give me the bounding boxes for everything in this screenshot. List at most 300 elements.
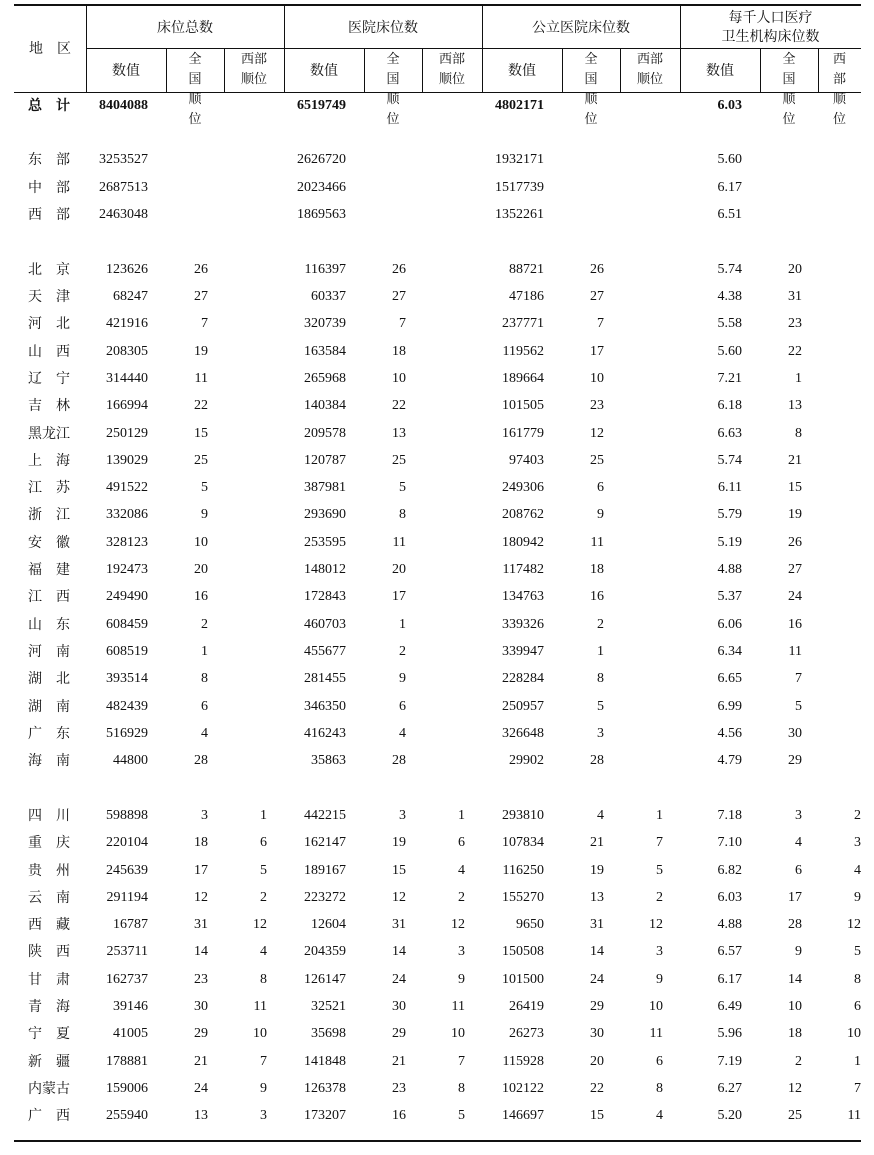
- value-cell: 189664: [502, 370, 544, 386]
- national-rank-cell: 16: [392, 1108, 406, 1124]
- region-label: 青 海: [28, 999, 70, 1015]
- value-cell: 102122: [502, 1080, 544, 1096]
- value-cell: 44800: [113, 753, 148, 769]
- value-cell: 8404088: [99, 98, 148, 113]
- value-cell: 6.11: [718, 480, 742, 496]
- value-cell: 1932171: [495, 152, 544, 168]
- national-rank-cell: 16: [590, 589, 604, 605]
- value-cell: 6.03: [717, 889, 742, 905]
- national-rank-cell: 17: [392, 589, 406, 605]
- value-cell: 5.37: [717, 589, 742, 605]
- value-cell: 5.74: [717, 261, 742, 277]
- value-cell: 134763: [502, 589, 544, 605]
- national-rank-cell: 6: [795, 862, 802, 878]
- national-rank-cell: 5: [399, 480, 406, 496]
- subheader-value: 数值: [310, 63, 338, 79]
- national-rank-cell: 25: [788, 1108, 802, 1124]
- value-cell: 482439: [106, 698, 148, 714]
- subheader-western-rank: 西部顺位: [636, 52, 663, 87]
- value-cell: 204359: [304, 944, 346, 960]
- value-cell: 139029: [106, 452, 148, 468]
- national-rank-cell: 28: [194, 753, 208, 769]
- western-rank-cell: 12: [847, 917, 861, 933]
- national-rank-cell: 13: [788, 398, 802, 414]
- region-label: 四 川: [28, 807, 70, 824]
- value-cell: 116250: [502, 862, 544, 878]
- value-cell: 189167: [304, 862, 346, 878]
- western-rank-cell: 5: [458, 1108, 465, 1124]
- national-rank-cell: 25: [590, 452, 604, 468]
- value-cell: 146697: [502, 1108, 544, 1124]
- western-rank-cell: 2: [854, 807, 861, 823]
- value-cell: 172843: [304, 589, 346, 605]
- region-label: 新 疆: [28, 1053, 70, 1070]
- national-rank-cell: 29: [788, 753, 802, 769]
- national-rank-cell: 14: [788, 971, 802, 987]
- western-rank-cell: 9: [458, 971, 465, 987]
- value-cell: 192473: [106, 562, 148, 577]
- western-rank-cell: 5: [656, 862, 663, 878]
- value-cell: 208762: [502, 507, 544, 523]
- national-rank-cell: 5: [597, 698, 604, 714]
- national-rank-cell: 15: [392, 862, 406, 878]
- national-rank-cell: 30: [590, 1026, 604, 1042]
- region-label: 天 津: [28, 289, 70, 305]
- national-rank-cell: 5: [201, 480, 208, 496]
- value-cell: 180942: [502, 534, 544, 550]
- value-cell: 178881: [106, 1053, 148, 1069]
- national-rank-cell: 6: [201, 698, 208, 714]
- national-rank-cell: 13: [194, 1108, 208, 1124]
- region-label: 云 南: [28, 889, 70, 906]
- header-group-divider: [482, 6, 483, 92]
- region-label: 吉 林: [28, 398, 70, 415]
- value-cell: 12604: [311, 917, 346, 933]
- national-rank-cell: 21: [788, 452, 802, 468]
- region-label: 贵 州: [28, 862, 70, 879]
- value-cell: 6.06: [717, 616, 742, 632]
- national-rank-cell: 27: [392, 289, 406, 304]
- value-cell: 159006: [106, 1080, 148, 1096]
- national-rank-cell: 2: [795, 1053, 802, 1069]
- western-rank-cell: 12: [451, 917, 465, 933]
- national-rank-cell: 15: [194, 425, 208, 441]
- national-rank-cell: 6: [597, 480, 604, 496]
- value-cell: 7.19: [717, 1053, 742, 1069]
- national-rank-cell: 3: [201, 807, 208, 823]
- national-rank-cell: 7: [795, 671, 802, 687]
- value-cell: 117482: [502, 562, 544, 577]
- national-rank-cell: 3: [795, 807, 802, 823]
- value-cell: 5.74: [717, 452, 742, 468]
- value-cell: 421916: [106, 316, 148, 332]
- value-cell: 5.60: [717, 152, 742, 168]
- western-rank-cell: 2: [656, 889, 663, 905]
- group-title: 公立医院床位数: [532, 20, 630, 36]
- national-rank-cell: 14: [194, 944, 208, 960]
- value-cell: 608459: [106, 616, 148, 632]
- value-cell: 220104: [106, 835, 148, 851]
- value-cell: 2023466: [297, 179, 346, 195]
- national-rank-cell: 31: [194, 917, 208, 933]
- western-rank-cell: 6: [260, 835, 267, 851]
- value-cell: 253711: [106, 944, 148, 960]
- value-cell: 4.79: [717, 753, 742, 769]
- western-rank-cell: 6: [854, 999, 861, 1014]
- western-rank-cell: 11: [649, 1026, 663, 1042]
- national-rank-cell: 1: [399, 616, 406, 632]
- value-cell: 140384: [304, 398, 346, 414]
- western-rank-cell: 1: [854, 1053, 861, 1069]
- western-rank-cell: 8: [260, 971, 267, 987]
- value-cell: 223272: [304, 889, 346, 905]
- value-cell: 101500: [502, 971, 544, 987]
- national-rank-cell: 29: [590, 999, 604, 1014]
- national-rank-cell: 11: [788, 643, 802, 659]
- value-cell: 141848: [304, 1053, 346, 1069]
- region-label: 浙 江: [28, 507, 70, 524]
- national-rank-cell: 22: [194, 398, 208, 414]
- national-rank-cell: 26: [194, 261, 208, 277]
- value-cell: 39146: [113, 999, 148, 1014]
- value-cell: 35863: [311, 753, 346, 769]
- national-rank-cell: 18: [590, 562, 604, 577]
- national-rank-cell: 2: [597, 616, 604, 632]
- region-label: 河 南: [28, 643, 70, 660]
- western-rank-cell: 4: [458, 862, 465, 878]
- group-title-line2: 卫生机构床位数: [721, 29, 820, 45]
- national-rank-cell: 19: [392, 835, 406, 851]
- subheader-western-rank: 西部顺位: [438, 52, 465, 87]
- western-rank-cell: 3: [260, 1108, 267, 1124]
- subheader-value: 数值: [508, 63, 536, 79]
- national-rank-cell: 11: [392, 534, 406, 550]
- value-cell: 6.57: [717, 944, 742, 960]
- national-rank-cell: 10: [590, 370, 604, 386]
- national-rank-cell: 19: [590, 862, 604, 878]
- national-rank-cell: 18: [788, 1026, 802, 1042]
- national-rank-cell: 22: [590, 1080, 604, 1096]
- region-label: 西 藏: [28, 917, 70, 934]
- national-rank-cell: 5: [795, 698, 802, 714]
- national-rank-cell: 12: [788, 1080, 802, 1096]
- western-rank-cell: 6: [458, 835, 465, 851]
- national-rank-cell: 30: [788, 725, 802, 741]
- value-cell: 107834: [502, 835, 544, 851]
- national-rank-cell: 26: [392, 261, 406, 277]
- value-cell: 5.19: [717, 534, 742, 550]
- value-cell: 5.79: [717, 507, 742, 523]
- national-rank-cell: 17: [194, 862, 208, 878]
- value-cell: 5.96: [717, 1026, 742, 1042]
- western-rank-cell: 7: [656, 835, 663, 851]
- national-rank-cell: 17: [590, 343, 604, 359]
- national-rank-cell: 29: [194, 1026, 208, 1042]
- value-cell: 4.88: [717, 917, 742, 933]
- value-cell: 41005: [113, 1026, 148, 1042]
- national-rank-cell: 22: [392, 398, 406, 414]
- national-rank-cell: 23: [590, 398, 604, 414]
- value-cell: 116397: [304, 261, 346, 277]
- region-label: 辽 宁: [28, 370, 70, 387]
- national-rank-cell: 9: [597, 507, 604, 523]
- national-rank-cell: 20: [590, 1053, 604, 1069]
- national-rank-cell: 12: [590, 425, 604, 441]
- western-rank-cell: 12: [253, 917, 267, 933]
- national-rank-cell: 7: [597, 316, 604, 332]
- bottom-rule: [14, 1140, 861, 1142]
- western-rank-cell: 10: [649, 999, 663, 1014]
- national-rank-cell: 31: [392, 917, 406, 933]
- national-rank-cell: 17: [788, 889, 802, 905]
- value-cell: 6.27: [717, 1080, 742, 1096]
- value-cell: 320739: [304, 316, 346, 332]
- value-cell: 293690: [304, 507, 346, 523]
- value-cell: 491522: [106, 480, 148, 496]
- value-cell: 5.60: [717, 343, 742, 359]
- western-rank-cell: 4: [260, 944, 267, 960]
- region-label: 安 徽: [28, 534, 70, 551]
- value-cell: 4.88: [717, 562, 742, 577]
- national-rank-cell: 28: [788, 917, 802, 933]
- national-rank-cell: 20: [392, 562, 406, 577]
- western-rank-cell: 11: [451, 999, 465, 1014]
- national-rank-cell: 30: [194, 999, 208, 1014]
- national-rank-cell: 20: [788, 261, 802, 277]
- national-rank-cell: 21: [194, 1053, 208, 1069]
- value-cell: 29902: [509, 753, 544, 769]
- value-cell: 416243: [304, 725, 346, 741]
- value-cell: 6.34: [717, 643, 742, 659]
- value-cell: 339947: [502, 643, 544, 659]
- value-cell: 155270: [502, 889, 544, 905]
- subheader-western-rank: 西部顺位: [832, 52, 846, 127]
- value-cell: 123626: [106, 261, 148, 277]
- national-rank-cell: 10: [392, 370, 406, 386]
- national-rank-cell: 14: [590, 944, 604, 960]
- western-rank-cell: 8: [656, 1080, 663, 1096]
- western-rank-cell: 2: [458, 889, 465, 905]
- header-group-divider: [86, 6, 87, 92]
- value-cell: 97403: [509, 452, 544, 468]
- value-cell: 7.21: [717, 370, 742, 386]
- western-rank-cell: 6: [656, 1053, 663, 1069]
- region-label: 广 西: [28, 1108, 70, 1125]
- national-rank-cell: 1: [201, 643, 208, 659]
- western-rank-cell: 8: [458, 1080, 465, 1096]
- value-cell: 6.49: [717, 999, 742, 1014]
- value-cell: 150508: [502, 944, 544, 960]
- national-rank-cell: 8: [597, 671, 604, 687]
- value-cell: 88721: [509, 261, 544, 277]
- region-label: 东 部: [28, 152, 70, 169]
- region-label: 海 南: [28, 753, 70, 770]
- region-header: 地 区: [29, 41, 71, 57]
- national-rank-cell: 24: [392, 971, 406, 987]
- value-cell: 460703: [304, 616, 346, 632]
- region-label: 福 建: [28, 562, 70, 578]
- value-cell: 126147: [304, 971, 346, 987]
- value-cell: 2463048: [99, 206, 148, 222]
- national-rank-cell: 7: [399, 316, 406, 332]
- region-label: 上 海: [28, 452, 70, 469]
- value-cell: 6.17: [717, 179, 742, 195]
- national-rank-cell: 3: [597, 725, 604, 741]
- value-cell: 253595: [304, 534, 346, 550]
- western-rank-cell: 3: [854, 835, 861, 851]
- value-cell: 115928: [502, 1053, 544, 1069]
- value-cell: 608519: [106, 643, 148, 659]
- national-rank-cell: 22: [788, 343, 802, 359]
- value-cell: 68247: [113, 289, 148, 304]
- western-rank-cell: 1: [260, 807, 267, 823]
- value-cell: 9650: [516, 917, 544, 933]
- region-label: 江 西: [28, 589, 70, 606]
- value-cell: 120787: [304, 452, 346, 468]
- national-rank-cell: 24: [194, 1080, 208, 1096]
- national-rank-cell: 14: [392, 944, 406, 960]
- value-cell: 1517739: [495, 179, 544, 195]
- value-cell: 393514: [106, 671, 148, 687]
- value-cell: 442215: [304, 807, 346, 823]
- value-cell: 598898: [106, 807, 148, 823]
- national-rank-cell: 26: [590, 261, 604, 277]
- value-cell: 35698: [311, 1026, 346, 1042]
- value-cell: 2626720: [297, 152, 346, 168]
- national-rank-cell: 1: [597, 643, 604, 659]
- national-rank-cell: 24: [788, 589, 802, 605]
- subheader-value: 数值: [706, 63, 734, 79]
- region-label: 山 西: [28, 343, 70, 360]
- region-label: 湖 北: [28, 671, 70, 688]
- value-cell: 16787: [113, 917, 148, 933]
- region-label: 黑龙江: [28, 425, 70, 442]
- value-cell: 250957: [502, 698, 544, 714]
- value-cell: 265968: [304, 370, 346, 386]
- western-rank-cell: 7: [260, 1053, 267, 1069]
- value-cell: 166994: [106, 398, 148, 414]
- value-cell: 148012: [304, 562, 346, 577]
- national-rank-cell: 18: [392, 343, 406, 359]
- western-rank-cell: 12: [649, 917, 663, 933]
- value-cell: 7.10: [717, 835, 742, 851]
- region-label: 山 东: [28, 616, 70, 633]
- value-cell: 6.63: [717, 425, 742, 441]
- region-label: 重 庆: [28, 835, 70, 852]
- national-rank-cell: 12: [392, 889, 406, 905]
- western-rank-cell: 11: [253, 999, 267, 1014]
- western-rank-cell: 10: [451, 1026, 465, 1042]
- value-cell: 26273: [509, 1026, 544, 1042]
- national-rank-cell: 16: [788, 616, 802, 632]
- region-label: 北 京: [28, 261, 70, 278]
- group-title-line1: 每千人口医疗: [728, 10, 813, 26]
- top-rule: [14, 4, 861, 6]
- value-cell: 6519749: [297, 98, 346, 113]
- value-cell: 5.58: [717, 316, 742, 332]
- national-rank-cell: 27: [590, 289, 604, 304]
- value-cell: 6.99: [717, 698, 742, 714]
- national-rank-cell: 8: [795, 425, 802, 441]
- region-label: 甘 肃: [28, 971, 70, 988]
- national-rank-cell: 7: [201, 316, 208, 332]
- value-cell: 60337: [311, 289, 346, 304]
- value-cell: 249490: [106, 589, 148, 605]
- national-rank-cell: 28: [392, 753, 406, 769]
- national-rank-cell: 3: [399, 807, 406, 823]
- value-cell: 32521: [311, 999, 346, 1014]
- value-cell: 455677: [304, 643, 346, 659]
- western-rank-cell: 10: [253, 1026, 267, 1042]
- group-title: 医院床位数: [348, 20, 418, 36]
- value-cell: 6.51: [717, 206, 742, 222]
- value-cell: 2687513: [99, 179, 148, 195]
- value-cell: 326648: [502, 725, 544, 741]
- region-label: 湖 南: [28, 698, 70, 715]
- national-rank-cell: 31: [788, 289, 802, 304]
- value-cell: 5.20: [717, 1108, 742, 1124]
- value-cell: 281455: [304, 671, 346, 687]
- value-cell: 162737: [106, 971, 148, 987]
- value-cell: 208305: [106, 343, 148, 359]
- region-label: 中 部: [28, 179, 70, 196]
- subheader-value: 数值: [112, 63, 140, 79]
- value-cell: 4802171: [495, 98, 544, 113]
- value-cell: 237771: [502, 316, 544, 332]
- national-rank-cell: 23: [788, 316, 802, 332]
- national-rank-cell: 11: [194, 370, 208, 386]
- national-rank-cell: 26: [788, 534, 802, 550]
- subheader-national-rank: 全国顺位: [386, 52, 400, 127]
- national-rank-cell: 4: [399, 725, 406, 741]
- national-rank-cell: 30: [392, 999, 406, 1014]
- value-cell: 6.03: [717, 98, 742, 113]
- national-rank-cell: 10: [788, 999, 802, 1014]
- national-rank-cell: 18: [194, 835, 208, 851]
- value-cell: 163584: [304, 343, 346, 359]
- value-cell: 245639: [106, 862, 148, 878]
- value-cell: 228284: [502, 671, 544, 687]
- national-rank-cell: 21: [590, 835, 604, 851]
- value-cell: 291194: [106, 889, 148, 905]
- header-group-underline: [86, 48, 861, 49]
- value-cell: 328123: [106, 534, 148, 550]
- western-rank-cell: 10: [847, 1026, 861, 1042]
- national-rank-cell: 29: [392, 1026, 406, 1042]
- western-rank-cell: 3: [458, 944, 465, 960]
- value-cell: 161779: [502, 425, 544, 441]
- national-rank-cell: 11: [590, 534, 604, 550]
- value-cell: 339326: [502, 616, 544, 632]
- national-rank-cell: 6: [399, 698, 406, 714]
- value-cell: 4.38: [717, 289, 742, 304]
- national-rank-cell: 24: [590, 971, 604, 987]
- region-label: 江 苏: [28, 480, 70, 497]
- value-cell: 209578: [304, 425, 346, 441]
- value-cell: 47186: [509, 289, 544, 304]
- national-rank-cell: 9: [399, 671, 406, 687]
- value-cell: 516929: [106, 725, 148, 741]
- national-rank-cell: 31: [590, 917, 604, 933]
- value-cell: 6.82: [717, 862, 742, 878]
- value-cell: 3253527: [99, 152, 148, 168]
- value-cell: 255940: [106, 1108, 148, 1124]
- national-rank-cell: 1: [795, 370, 802, 386]
- national-rank-cell: 8: [201, 671, 208, 687]
- region-label: 总 计: [28, 98, 70, 114]
- value-cell: 249306: [502, 480, 544, 496]
- header-bottom-rule: [14, 92, 861, 93]
